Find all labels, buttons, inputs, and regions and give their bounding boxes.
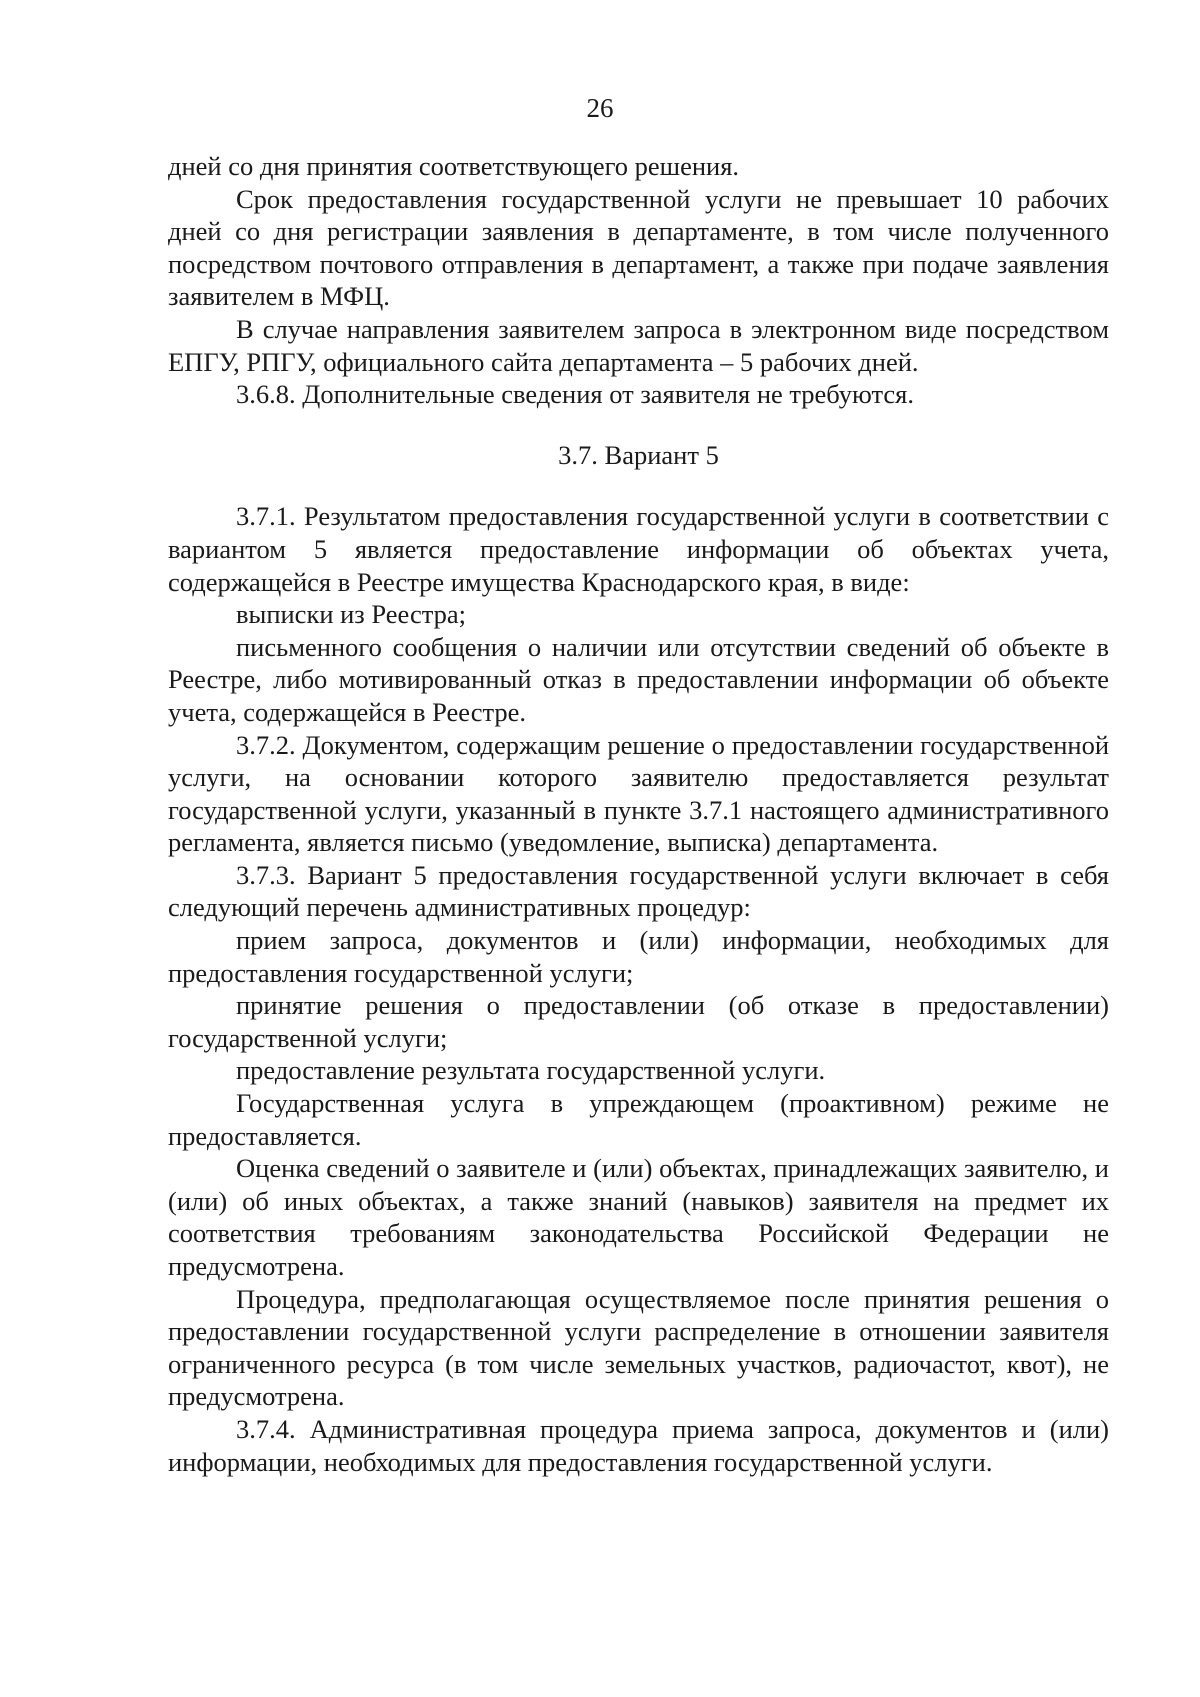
page-number: 26 xyxy=(586,93,614,123)
paragraph-electronic-request: В случае направления заявителем запроса в электронном виде посредством ЕПГУ, РПГУ, официального сайта департамента – 5 рабочих дней. xyxy=(168,313,1109,377)
paragraph-3-7-2: 3.7.2. Документом, содержащим решение о предоставлении государственной услуги, на основании которого заявителю предоставляется результат государственной услуги, указанный в пункте 3.7.1 настоящего административного регламента, является письмо (уведомление, выписка) департамента. xyxy=(168,729,1109,858)
paragraph-3-7-1: 3.7.1. Результатом предоставления государственной услуги в соответствии с вариантом 5 является предоставление информации об объектах учета, содержащейся в Реестре имущества Краснодарского края, в виде: xyxy=(168,501,1109,597)
list-item-registry-extract: выписки из Реестра; xyxy=(236,599,467,630)
paragraph-applicant-assessment: Оценка сведений о заявителе и (или) объектах, принадлежащих заявителю, и (или) об иных объектах, а также знаний (навыков) заявителя на предмет их соответствия требованиям законодательства Российской Федерации не предусмотрена. xyxy=(168,1153,1109,1281)
paragraph-3-7-3: 3.7.3. Вариант 5 предоставления государственной услуги включает в себя следующий перечень административных процедур: xyxy=(168,859,1109,923)
document-body xyxy=(168,150,1109,1478)
paragraph-resource-distribution: Процедура, предполагающая осуществляемое после принятия решения о предоставлении государственной услуги распределение в отношении заявителя ограниченного ресурса (в том числе земельных участков, радиочастот, квот), не предусмотрена. xyxy=(168,1283,1109,1412)
paragraph-service-term: Срок предоставления государственной услуги не превышает 10 рабочих дней со дня регистрации заявления в департаменте, в том числе полученного посредством почтового отправления в департамент, а также при подаче заявления заявителем в МФЦ. xyxy=(168,183,1109,312)
list-item-procedure-intake: прием запроса, документов и (или) информации, необходимых для предоставления государственной услуги; xyxy=(168,925,1109,988)
paragraph-3-7-4: 3.7.4. Административная процедура приема запроса, документов и (или) информации, необходимых для предоставления государственной услуги. xyxy=(168,1413,1109,1477)
list-item-procedure-result: предоставление результата государственной услуги. xyxy=(236,1055,826,1086)
paragraph-continuation: дней со дня принятия соответствующего решения. xyxy=(168,151,740,181)
list-item-written-message: письменного сообщения о наличии или отсутствии сведений об объекте в Реестре, либо мотивированный отказ в предоставлении информации об объекте учета, содержащейся в Реестре. xyxy=(168,631,1109,727)
section-heading-3-7: 3.7. Вариант 5 xyxy=(558,439,719,470)
list-item-procedure-decision: принятие решения о предоставлении (об отказе в предоставлении) государственной услуги; xyxy=(168,990,1109,1053)
paragraph-proactive-mode: Государственная услуга в упреждающем (проактивном) режиме не предоставляется. xyxy=(168,1088,1109,1151)
paragraph-3-6-8: 3.6.8. Дополнительные сведения от заявителя не требуются. xyxy=(236,379,914,410)
